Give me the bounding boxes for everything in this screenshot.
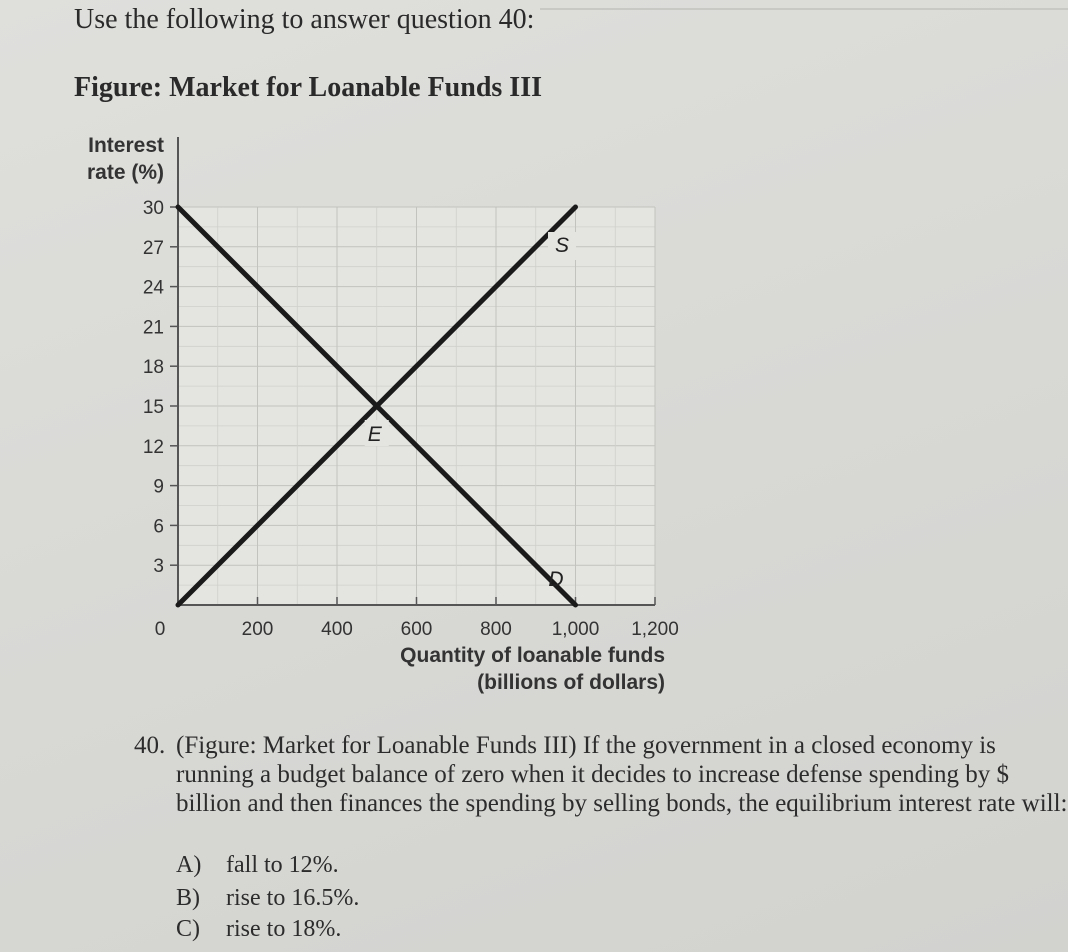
demand-curve-label: D: [548, 568, 564, 591]
answer-option-b[interactable]: [176, 884, 359, 913]
chart-grid: [178, 207, 655, 605]
option-letter: B): [176, 885, 200, 911]
supply-curve-label: S: [554, 234, 570, 257]
y-tick-label: 21: [142, 317, 164, 339]
option-text: rise to 16.5%.: [226, 885, 360, 911]
y-tick-label: 27: [142, 237, 164, 259]
x-axis-title-line1: Quantity of loanable funds: [400, 644, 665, 667]
x-tick-label: 400: [321, 619, 353, 640]
question-text: (Figure: Market for Loanable Funds III) If the government in a closed economy is running a budget balance of zero when it decides to increase defense spending by $ billion and then finances the spending by selling bonds, the equilibrium interest rate will:: [176, 732, 1068, 817]
question-number: 40.: [134, 732, 166, 759]
instruction-text: Use the following to answer question 40:: [74, 4, 535, 35]
y-tick-label: 30: [142, 198, 164, 219]
x-tick-label: 800: [480, 619, 512, 640]
y-tick-label: 18: [142, 357, 164, 379]
equilibrium-label: E: [367, 423, 382, 446]
x-tick-label: 600: [400, 619, 433, 640]
option-text: fall to 12%.: [226, 852, 339, 878]
y-tick-label: 24: [142, 277, 164, 299]
answer-option-c[interactable]: [176, 915, 341, 944]
loanable-funds-chart: [0, 125, 700, 705]
answer-option-a[interactable]: [176, 851, 339, 880]
option-letter: A): [176, 852, 202, 878]
y-tick-label: 6: [153, 516, 164, 538]
x-tick-label: 0: [154, 619, 166, 640]
option-letter: C): [176, 916, 200, 942]
figure-title: Figure: Market for Loanable Funds III: [74, 72, 542, 103]
y-axis-title-line2: rate (%): [86, 161, 164, 184]
y-tick-label: 12: [142, 436, 164, 458]
y-axis-title-line1: Interest: [88, 134, 164, 157]
y-tick-label: 3: [153, 556, 164, 578]
option-text: rise to 18%.: [226, 916, 342, 942]
y-tick-label: 15: [142, 397, 164, 418]
y-tick-label: 9: [153, 476, 164, 498]
x-axis-title-line2: (billions of dollars): [477, 671, 665, 694]
x-tick-label: 200: [241, 619, 274, 640]
x-tick-label: 1,000: [551, 619, 600, 640]
top-divider: [540, 8, 1068, 10]
x-tick-label: 1,200: [631, 619, 679, 640]
